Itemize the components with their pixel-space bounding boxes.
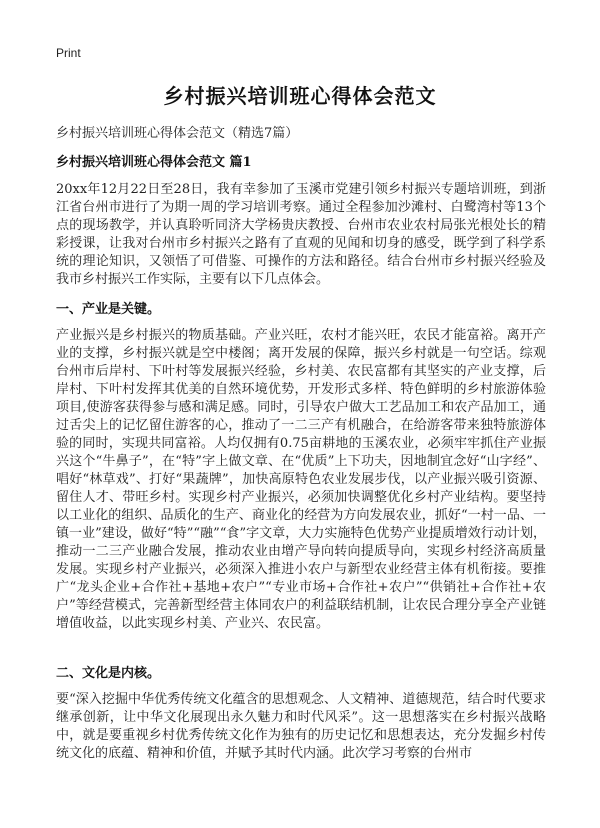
article-title: 乡村振兴培训班心得体会范文 篇1 [56,155,252,170]
page-title: 乡村振兴培训班心得体会范文 [163,84,437,108]
section-heading-industry: 一、产业是关键。 [56,302,161,317]
print-link[interactable]: Print [56,46,81,60]
subtitle: 乡村振兴培训班心得体会范文（精选7篇） [56,126,299,141]
paragraph-industry: 产业振兴是乡村振兴的物质基础。产业兴旺，农村才能兴旺，农民才能富裕。离开产业的支撑，乡村振兴就是空中楼阁；离开发展的保障，振兴乡村就是一句空话。综观台州市后岸村、下叶村等发展振兴经验，乡村美、农民富都有其坚实的产业支撑，后岸村、下叶村发挥其优美的自然环境优势，开发形式多样、特色鲜明的乡村旅游体验项目,使游客获得参与感和满足感。同时，引导农户做大工艺品加工和农产品加工，通过舌尖上的记忆留住游客的心，推动了一二三产有机融合，在给游客带来独特旅游体验的同时，实现共同富裕。人均仅拥有0.75亩耕地的玉溪农业，必须牢牢抓住产业振兴这个“牛鼻子”，在“特”字上做文章、在“优质”上下功夫，因地制宜念好“山字经”、唱好“林草戏”、打好“果蔬牌”，加快高原特色农业发展步伐，以产业振兴吸引资源、留住人才、带旺乡村。实现乡村产业振兴，必须加快调整优化乡村产业结构。要坚持以工业化的组织、品质化的生产、商业化的经营为方向发展农业，抓好“一村一品、一镇一业”建设，做好“特”“融”“食”字文章，大力实施特色优势产业提质增效行动计划，推动一二三产业融合发展，推动农业由增产导向转向提质导向，实现乡村经济高质量发展。实现乡村产业振兴，必须深入推进小农户与新型农业经营主体有机衔接。要推广“龙头企业+合作社+基地+农户”“专业市场+合作社+农户”“供销社+合作社+农户”等经营模式，完善新型经营主体同农户的利益联结机制，让农民合理分享全产业链增值收益，以此实现乡村美、产业兴、农民富。 [56,328,546,631]
section-heading-culture: 二、文化是内核。 [56,666,161,681]
paragraph-culture: 要“深入挖掘中华优秀传统文化蕴含的思想观念、人文精神、道德规范，结合时代要求继承创新，让中华文化展现出永久魅力和时代风采”。这一思想落实在乡村振兴战略中，就是要重视乡村优秀传统文化作为独有的历史记忆和思想表达，充分发掘乡村传统文化的底蕴、精神和价值，并赋予其时代内涵。此次学习考察的台州市 [56,692,546,761]
paragraph-intro: 20xx年12月22日至28日，我有幸参加了玉溪市党建引领乡村振兴专题培训班，到浙江省台州市进行了为期一周的学习培训考察。通过全程参加沙滩村、白鹭湾村等13个点的现场教学，并认真聆听同济大学杨贵庆教授、台州市农业农村局张光根处长的精彩授课，让我对台州市乡村振兴之路有了直观的见闻和切身的感受，既学到了科学系统的理论知识，又领悟了可借鉴、可操作的方法和路径。结合台州市乡村振兴经验及我市乡村振兴工作实际，主要有以下几点体会。 [56,182,546,287]
